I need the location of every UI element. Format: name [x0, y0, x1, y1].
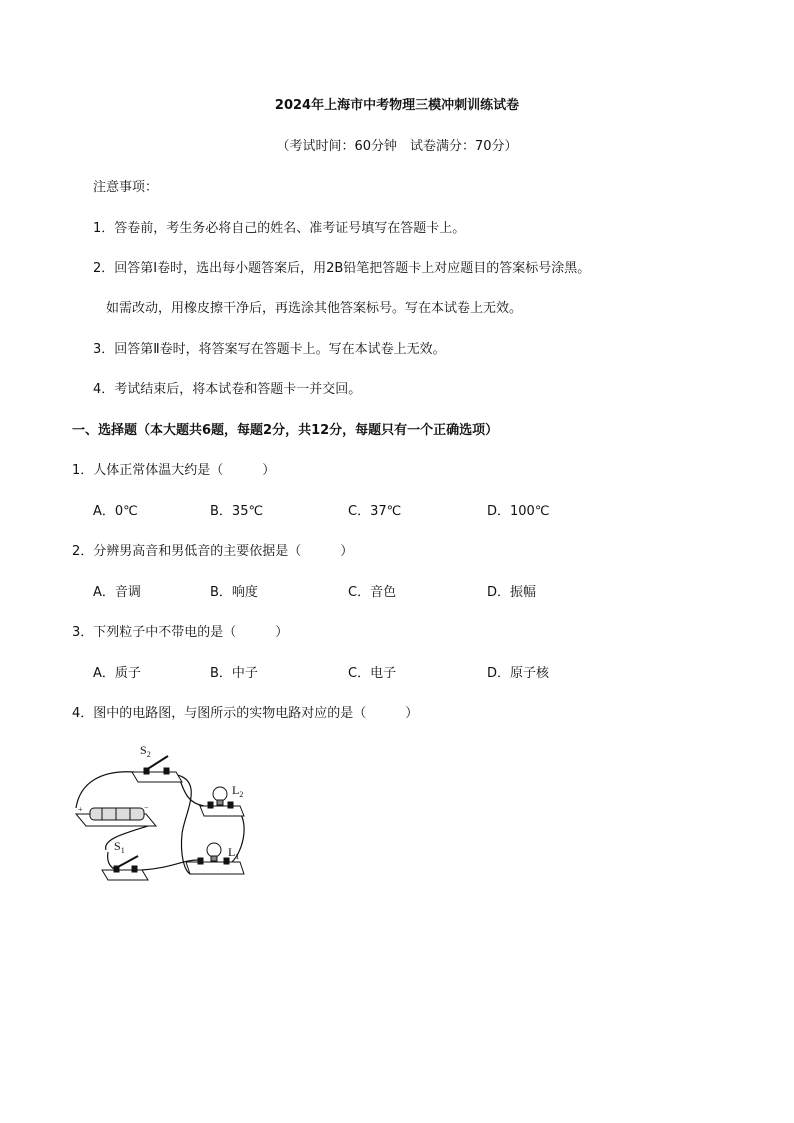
option-d: D．原子核	[487, 666, 550, 681]
option-c: C．电子	[348, 666, 397, 681]
question-stem: 3．下列粒子中不带电的是（ ）	[72, 625, 289, 640]
switch-s2	[132, 756, 182, 782]
label-plus: +	[78, 805, 83, 814]
label-s2: $S_2$	[140, 743, 151, 759]
notice-item: 3．回答第Ⅱ卷时，将答案写在答题卡上。写在本试卷上无效。	[93, 342, 446, 357]
label-minus: −	[144, 803, 149, 812]
option-d: D．100℃	[487, 504, 550, 519]
option-b: B．响度	[210, 585, 258, 600]
section-heading: 一、选择题（本大题共6题，每题2分，共12分，每题只有一个正确选项）	[72, 423, 499, 438]
label-s1: $S_1$	[114, 839, 125, 855]
wire	[172, 774, 191, 874]
notice-item: 4．考试结束后，将本试卷和答题卡一并交回。	[93, 382, 362, 397]
wire	[106, 824, 154, 850]
option-a: A．质子	[93, 666, 141, 681]
option-c: C．音色	[348, 585, 397, 600]
wire	[76, 772, 134, 808]
option-b: B．35℃	[210, 504, 264, 519]
label-l2: $L_2$	[232, 783, 244, 799]
option-b: B．中子	[210, 666, 258, 681]
question-stem: 4．图中的电路图，与图所示的实物电路对应的是（ ）	[72, 706, 419, 721]
exam-info: （考试时间：60分钟 试卷满分：70分）	[276, 139, 518, 154]
switch-s1	[102, 856, 148, 880]
question-stem: 1．人体正常体温大约是（ ）	[72, 463, 276, 478]
notice-item: 2．回答第Ⅰ卷时，选出每小题答案后，用2B铅笔把答题卡上对应题目的答案标号涂黑。	[93, 261, 591, 276]
option-c: C．37℃	[348, 504, 402, 519]
option-a: A．0℃	[93, 504, 138, 519]
question-stem: 2．分辨男高音和男低音的主要依据是（ ）	[72, 544, 354, 559]
circuit-figure	[72, 742, 262, 892]
notice-item: 1．答卷前，考生务必将自己的姓名、准考证号填写在答题卡上。	[93, 221, 466, 236]
notice-item-continued: 如需改动，用橡皮擦干净后，再选涂其他答案标号。写在本试卷上无效。	[106, 301, 523, 316]
option-a: A．音调	[93, 585, 141, 600]
notice-heading: 注意事项：	[93, 180, 159, 195]
page-title: 2024年上海市中考物理三模冲刺训练试卷	[274, 98, 520, 113]
option-d: D．振幅	[487, 585, 537, 600]
label-l1: $L_1$	[228, 845, 240, 861]
